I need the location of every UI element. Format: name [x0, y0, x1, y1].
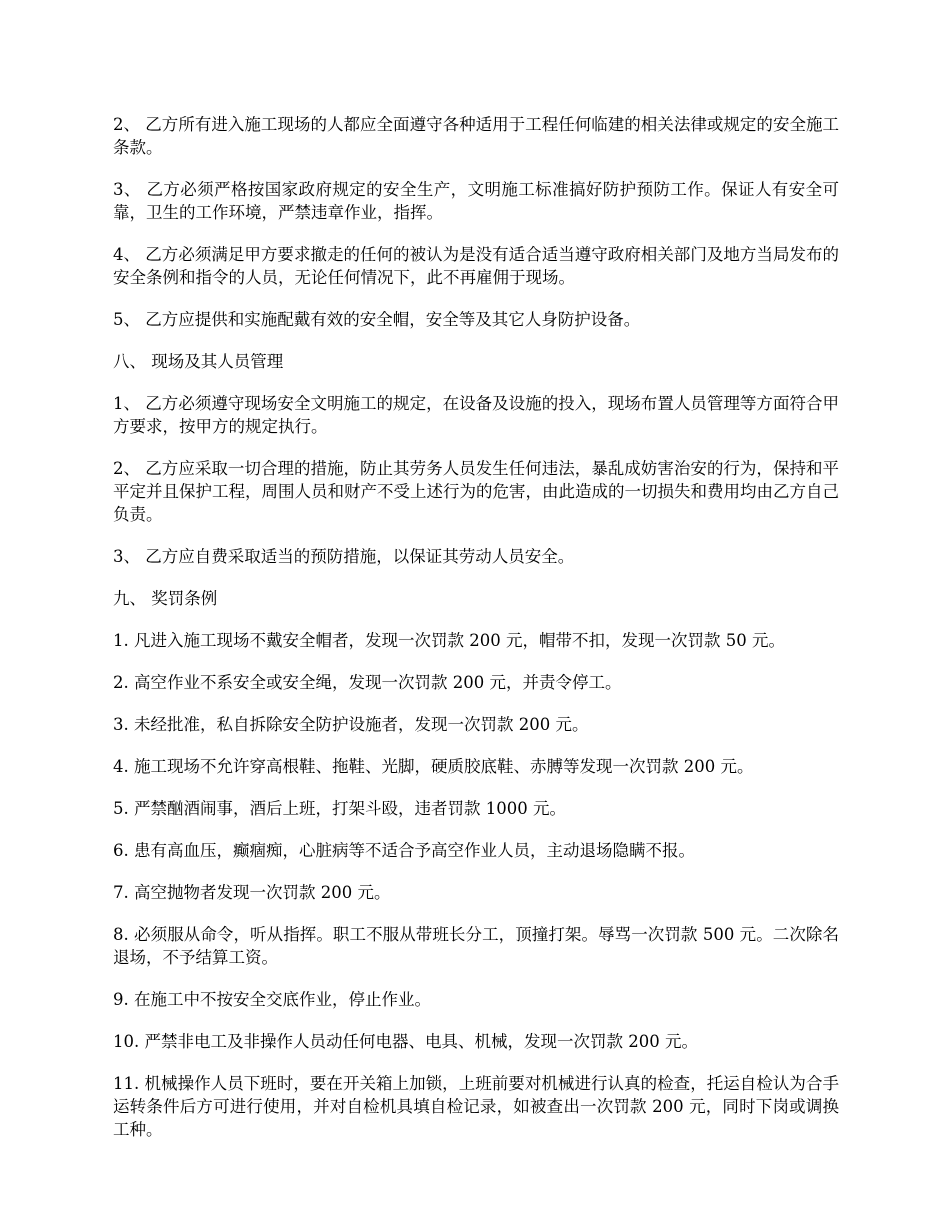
section-heading-9: 九、 奖罚条例: [113, 589, 218, 608]
penalty-item-11: 11. 机械操作人员下班时，要在开关箱上加锁，上班前要对机械进行认真的检查，托运自检认为合手运转条件后方可进行使用，并对自检机具填自检记录，如被查出一次罚款 200 元，同时下岗或调换工种。: [113, 1074, 839, 1139]
penalty-item-8: 8. 必须服从命令，听从指挥。职工不服从带班长分工，顶撞打架。辱骂一次罚款 500 元。二次除名退场，不予结算工资。: [113, 925, 839, 967]
penalty-item-2: 2. 高空作业不系安全或安全绳，发现一次罚款 200 元，并责令停工。: [113, 673, 622, 692]
penalty-item-5: 5. 严禁酗酒闹事，酒后上班，打架斗殴，违者罚款 1000 元。: [113, 799, 566, 818]
section-heading-8: 八、 现场及其人员管理: [113, 352, 284, 371]
penalty-item-6: 6. 患有高血压，癫痼痴，心脏病等不适合予高空作业人员，主动退场隐瞒不报。: [113, 841, 695, 860]
paragraph-clause-7-2: 2、 乙方所有进入施工现场的人都应全面遵守各种适用于工程任何临建的相关法律或规定的安全施工条款。: [113, 115, 839, 157]
penalty-item-10: 10. 严禁非电工及非操作人员动任何电器、电具、机械，发现一次罚款 200 元。: [113, 1032, 698, 1051]
penalty-item-1: 1. 凡进入施工现场不戴安全帽者，发现一次罚款 200 元，帽带不扣，发现一次罚款 50 元。: [113, 631, 785, 650]
paragraph-clause-8-1: 1、 乙方必须遵守现场安全文明施工的规定，在设备及设施的投入，现场布置人员管理等方面符合甲方要求，按甲方的规定执行。: [113, 394, 839, 436]
paragraph-clause-7-4: 4、 乙方必须满足甲方要求撤走的任何的被认为是没有适合适当遵守政府相关部门及地方当局发布的安全条例和指令的人员，无论任何情况下，此不再雇佣于现场。: [113, 245, 839, 287]
paragraph-clause-7-3: 3、 乙方必须严格按国家政府规定的安全生产，文明施工标准搞好防护预防工作。保证人有安全可靠，卫生的工作环境，严禁违章作业，指挥。: [113, 180, 839, 222]
paragraph-clause-8-3: 3、 乙方应自费采取适当的预防措施，以保证其劳动人员安全。: [113, 547, 575, 566]
penalty-item-4: 4. 施工现场不允许穿高根鞋、拖鞋、光脚，硬质胶底鞋、赤膊等发现一次罚款 200 元。: [113, 757, 754, 776]
penalty-item-9: 9. 在施工中不按安全交底作业，停止作业。: [113, 990, 431, 1009]
paragraph-clause-8-2: 2、 乙方应采取一切合理的措施，防止其劳务人员发生任何违法，暴乱成妨害治安的行为，保持和平平定并且保护工程，周围人员和财产不受上述行为的危害，由此造成的一切损失和费用均由乙方自己负责。: [113, 459, 839, 524]
paragraph-clause-7-5: 5、 乙方应提供和实施配戴有效的安全帽，安全等及其它人身防护设备。: [113, 310, 641, 329]
penalty-item-3: 3. 未经批准，私自拆除安全防护设施者，发现一次罚款 200 元。: [113, 715, 589, 734]
penalty-item-7: 7. 高空抛物者发现一次罚款 200 元。: [113, 883, 391, 902]
document-body: [113, 113, 839, 1160]
